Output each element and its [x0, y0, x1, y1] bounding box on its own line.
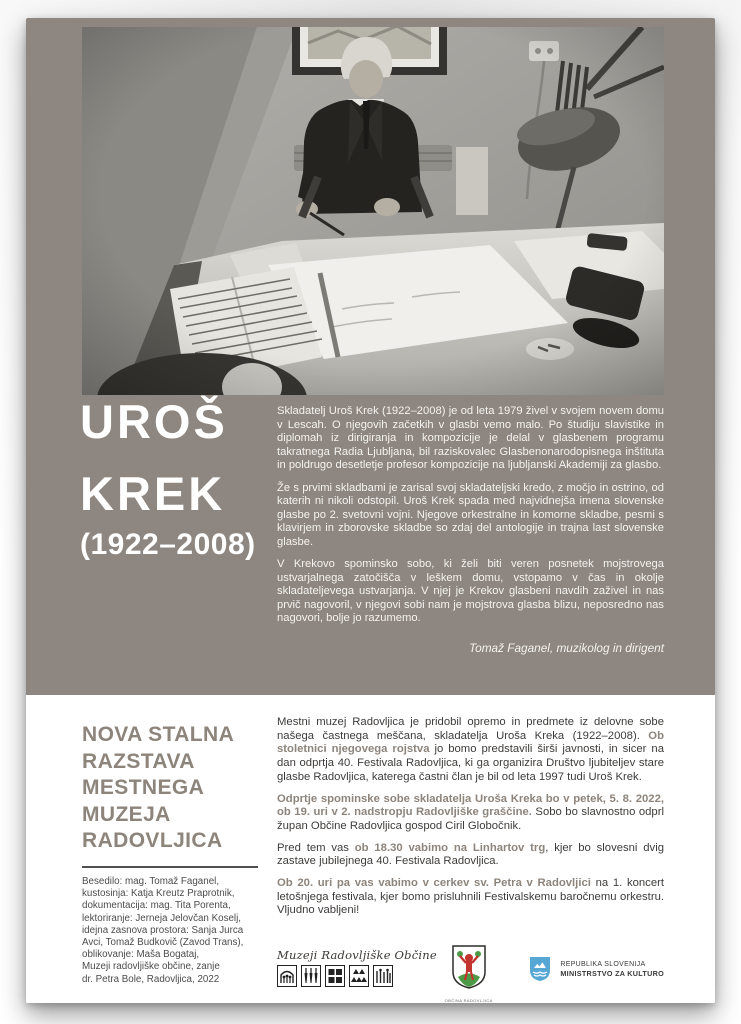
- credits-line: Besedilo: mag. Tomaž Faganel,: [82, 876, 220, 887]
- exhibition-heading: [82, 722, 234, 855]
- heading-line: NOVA STALNA: [82, 723, 235, 746]
- exhibition-paragraph: Ob 20. uri pa vas vabimo v cerkev sv. Petra v Radovljici na 1. koncert letošnjega festivala, kjer bomo prisluhnili Festivalskemu baročnemu orkestru. Vljudno vabljeni!: [277, 877, 665, 917]
- museum-pictogram-icon: [301, 965, 321, 987]
- composer-photo-illustration: [82, 27, 664, 395]
- heading-line: RAZSTAVA: [82, 749, 195, 773]
- ministry-line-1: REPUBLIKA SLOVENIJA: [560, 960, 646, 968]
- credits-line: Muzeji radovljiške občine, zanje: [82, 961, 220, 973]
- poster-page: [26, 18, 715, 1003]
- museum-pictogram-icon: [349, 965, 369, 987]
- exhibition-paragraph: Pred tem vas ob 18.30 vabimo na Linhartov trg, kjer bo slovesni dvig zastave jubilejnega 40. Festivala Radovljica.: [277, 841, 664, 868]
- credits-line: lektoriranje: Jerneja Jelovčan Koselj,: [82, 912, 242, 924]
- intro-paragraph: Že s prvimi skladbami je zarisal svoj skladateljski kredo, z močjo in ostrino, od katerih ni nikoli odstopil. Uroš Krek spada med najvidnejša imena slovenske glasbe po 2. svetovni vojni. Njegove orkestralne in komorne skladbe, pesmi s klavirjem in zborovske skladbe so zdaj del antologije in trajna last slovenske glasbe.: [277, 481, 664, 548]
- quote-attribution: Tomaž Faganel, muzikolog in dirigent: [469, 640, 664, 655]
- intro-paragraph: V Krekovo spominsko sobo, ki želi biti veren posnetek mojstrovega ustvarjalnega zatočišča v leškem domu, vstopamo v čas in okolje skladateljevega ustvarjanja. V njej je Krekov glasbeni navdih zaživel in nas prvič nagovoril, v njegovi sobi nam je mojstrova glasba blizu, neposredno nas nagovori, bolje jo razumemo.: [277, 558, 664, 624]
- ministry-line-2: MINISTRSTVO ZA KULTURO: [560, 968, 664, 978]
- title-line-2: KREK: [80, 467, 226, 520]
- museum-pictogram-icon: [325, 965, 345, 987]
- museums-logo-text: Muzeji Radovljiške Občine: [277, 948, 437, 962]
- credits-divider: [82, 866, 258, 868]
- hero-section: [26, 18, 715, 695]
- municipality-coat-of-arms: [438, 944, 500, 1003]
- credits-line: dokumentacija: mag. Tita Porenta,: [82, 900, 231, 912]
- partner-logos-row: [277, 948, 664, 1003]
- exhibition-text-column: [277, 716, 664, 926]
- composer-name-title: [80, 386, 256, 562]
- museum-pictogram-icon: [373, 965, 393, 987]
- credits-line: dr. Petra Bole, Radovljica, 2022: [82, 973, 220, 985]
- heading-line: RADOVLJICA: [82, 829, 223, 853]
- slovenia-shield-icon: [528, 956, 552, 982]
- museums-radovljica-logo: [277, 948, 437, 987]
- intro-paragraph: Skladatelj Uroš Krek (1922–2008) je od leta 1979 živel v svojem novem domu v Lescah. O njegovih začetkih v glasbi vemo malo. Po študiju slavistike in diplomah iz dirigiranja in kompozicije je delal v glasbenem programu takratnega Radia Ljubljana, bil raziskovalec Glasbenonarodopisnega inštituta in poldrugo desetletje profesor kompozicije na ljubljanski Akademiji za glasbo.: [277, 405, 664, 471]
- credits-line: idejna zasnova prostora: Sanja Jurca: [82, 924, 244, 936]
- exhibition-section: [26, 695, 715, 1003]
- composer-photo: [82, 27, 664, 395]
- heading-line: MESTNEGA: [82, 776, 205, 800]
- museums-pictograms: [277, 965, 409, 987]
- exhibition-paragraph: Mestni muzej Radovljica je pridobil opremo in predmete iz delovne sobe našega častnega meščana, skladatelja Uroša Kreka (1922–2008). Ob stoletnici njegovega rojstva jo bomo predstavili širši javnosti, in sicer na dan odprtja 40. Festivala Radovljica, ki ga organizira Društvo ljubiteljev stare glasbe Radovljica, katerega častni član je bil od leta 1997 tudi Uroš Krek.: [277, 716, 664, 783]
- municipality-label: OBČINA RADOVLJICA: [444, 998, 493, 1003]
- composer-years: (1922–2008): [80, 528, 256, 561]
- ministry-of-culture-logo: [528, 956, 664, 982]
- credits-block: [82, 876, 272, 986]
- exhibition-paragraph: Odprtje spominske sobe skladatelja Uroša Kreka bo v petek, 5. 8. 2022, ob 19. uri v 2. nadstropju Radovljiške graščine. Sobo bo slavnostno odprl župan Občine Radovljica gospod Ciril Globočnik.: [277, 792, 664, 832]
- museum-pictogram-icon: [277, 965, 297, 987]
- heading-line: MUZEJA: [82, 802, 171, 826]
- title-line-1: UROŠ: [80, 395, 228, 448]
- ministry-text: [560, 961, 664, 978]
- intro-text-column: [277, 405, 664, 655]
- credits-line: kustosinja: Katja Kreutz Praprotnik,: [82, 888, 235, 900]
- coat-of-arms-icon: [449, 944, 489, 992]
- credits-line: oblikovanje: Maša Bogataj,: [82, 949, 200, 961]
- credits-line: Avci, Tomaž Budkovič (Zavod Trans),: [82, 937, 244, 949]
